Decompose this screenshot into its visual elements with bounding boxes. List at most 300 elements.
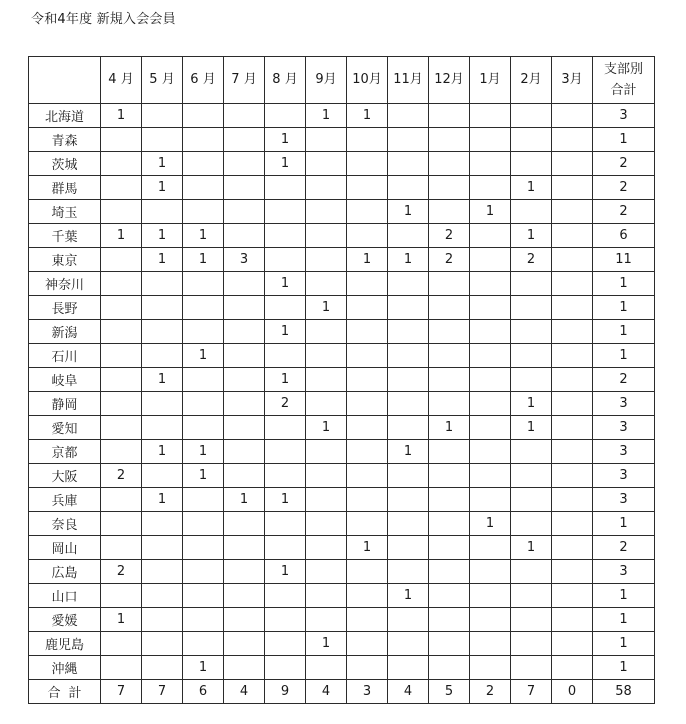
prefecture-cell: 静岡: [29, 392, 101, 416]
month-cell: [552, 368, 593, 392]
branch-total-cell: 2: [593, 176, 655, 200]
sum-label: 合計: [29, 680, 101, 704]
month-cell: [511, 464, 552, 488]
month-cell: [552, 464, 593, 488]
month-cell: 1: [265, 560, 306, 584]
month-cell: [224, 176, 265, 200]
month-cell: 1: [142, 176, 183, 200]
month-cell: [265, 656, 306, 680]
month-cell: 1: [142, 368, 183, 392]
month-cell: [101, 440, 142, 464]
month-cell: [552, 632, 593, 656]
prefecture-cell: 大阪: [29, 464, 101, 488]
grand-total: 58: [593, 680, 655, 704]
month-cell: [183, 104, 224, 128]
month-cell: [470, 416, 511, 440]
month-cell: [224, 104, 265, 128]
month-cell: [388, 368, 429, 392]
table-row: [29, 632, 655, 656]
sum-cell: 4: [388, 680, 429, 704]
table-row: [29, 224, 655, 248]
branch-total-cell: 11: [593, 248, 655, 272]
month-cell: [470, 392, 511, 416]
month-cell: [142, 344, 183, 368]
month-cell: [306, 488, 347, 512]
month-cell: [429, 272, 470, 296]
month-cell: 1: [388, 248, 429, 272]
prefecture-cell: 奈良: [29, 512, 101, 536]
prefecture-cell: 石川: [29, 344, 101, 368]
month-cell: 1: [183, 248, 224, 272]
month-cell: [224, 392, 265, 416]
month-cell: [388, 560, 429, 584]
branch-total-cell: 2: [593, 200, 655, 224]
table-row: [29, 128, 655, 152]
month-cell: [470, 368, 511, 392]
month-cell: [429, 608, 470, 632]
month-cell: [306, 368, 347, 392]
month-cell: [388, 392, 429, 416]
month-cell: [511, 104, 552, 128]
month-cell: [224, 656, 265, 680]
month-cell: [429, 128, 470, 152]
month-cell: [429, 104, 470, 128]
month-cell: [224, 632, 265, 656]
month-cell: 1: [306, 632, 347, 656]
month-cell: [511, 152, 552, 176]
table-row: [29, 536, 655, 560]
month-cell: 1: [183, 440, 224, 464]
branch-total-cell: 2: [593, 152, 655, 176]
prefecture-cell: 北海道: [29, 104, 101, 128]
month-cell: 1: [265, 152, 306, 176]
month-cell: [511, 608, 552, 632]
header-row: [29, 57, 655, 104]
table-row: [29, 272, 655, 296]
header-branch-total-line1: 支部別: [603, 62, 643, 77]
month-cell: [552, 440, 593, 464]
month-cell: [552, 416, 593, 440]
month-cell: [101, 320, 142, 344]
table-row: [29, 608, 655, 632]
table-row: [29, 104, 655, 128]
month-cell: 1: [388, 584, 429, 608]
month-cell: [265, 248, 306, 272]
month-cell: [224, 320, 265, 344]
table-row: [29, 416, 655, 440]
month-cell: [142, 416, 183, 440]
sum-cell: 2: [470, 680, 511, 704]
month-cell: [142, 512, 183, 536]
month-cell: [552, 344, 593, 368]
month-cell: [306, 248, 347, 272]
month-cell: [306, 392, 347, 416]
month-cell: 1: [511, 536, 552, 560]
month-cell: [306, 608, 347, 632]
month-cell: [388, 488, 429, 512]
prefecture-cell: 新潟: [29, 320, 101, 344]
sum-cell: 7: [101, 680, 142, 704]
month-cell: [552, 152, 593, 176]
month-cell: [142, 608, 183, 632]
month-cell: [183, 392, 224, 416]
month-cell: [101, 200, 142, 224]
month-cell: [224, 512, 265, 536]
month-cell: [265, 176, 306, 200]
prefecture-cell: 群馬: [29, 176, 101, 200]
table-row: [29, 512, 655, 536]
month-cell: [552, 296, 593, 320]
month-cell: [470, 632, 511, 656]
header-month: 2月: [511, 57, 552, 104]
header-month: 5 月: [142, 57, 183, 104]
month-cell: [511, 560, 552, 584]
month-cell: [470, 176, 511, 200]
month-cell: 1: [101, 104, 142, 128]
header-month: 3月: [552, 57, 593, 104]
month-cell: [142, 584, 183, 608]
month-cell: [470, 320, 511, 344]
month-cell: [388, 464, 429, 488]
month-cell: 2: [429, 224, 470, 248]
month-cell: 1: [511, 392, 552, 416]
month-cell: [552, 320, 593, 344]
month-cell: [306, 272, 347, 296]
prefecture-cell: 東京: [29, 248, 101, 272]
month-cell: [142, 656, 183, 680]
month-cell: 1: [101, 608, 142, 632]
month-cell: [265, 536, 306, 560]
month-cell: [183, 416, 224, 440]
month-cell: [429, 488, 470, 512]
month-cell: 1: [388, 200, 429, 224]
month-cell: 1: [388, 440, 429, 464]
table-row: [29, 176, 655, 200]
prefecture-cell: 埼玉: [29, 200, 101, 224]
month-cell: [470, 296, 511, 320]
sum-cell: 3: [347, 680, 388, 704]
month-cell: [142, 320, 183, 344]
month-cell: [142, 464, 183, 488]
month-cell: [183, 536, 224, 560]
month-cell: [470, 488, 511, 512]
month-cell: 1: [470, 200, 511, 224]
month-cell: [347, 608, 388, 632]
sum-cell: 9: [265, 680, 306, 704]
prefecture-cell: 広島: [29, 560, 101, 584]
month-cell: [347, 128, 388, 152]
month-cell: [388, 272, 429, 296]
month-cell: [265, 224, 306, 248]
month-cell: [224, 584, 265, 608]
month-cell: [388, 536, 429, 560]
month-cell: [142, 560, 183, 584]
month-cell: [183, 512, 224, 536]
month-cell: [347, 584, 388, 608]
month-cell: [306, 128, 347, 152]
month-cell: [265, 584, 306, 608]
month-cell: [347, 344, 388, 368]
month-cell: [470, 656, 511, 680]
month-cell: [306, 512, 347, 536]
page-title: 令和4年度 新規入会会員: [31, 12, 176, 27]
month-cell: [183, 272, 224, 296]
month-cell: [142, 128, 183, 152]
month-cell: 1: [306, 296, 347, 320]
branch-total-cell: 1: [593, 584, 655, 608]
table-row: [29, 152, 655, 176]
header-month: 6 月: [183, 57, 224, 104]
sum-cell: 4: [306, 680, 347, 704]
month-cell: 1: [347, 104, 388, 128]
header-month: 8 月: [265, 57, 306, 104]
month-cell: 1: [511, 224, 552, 248]
prefecture-cell: 愛媛: [29, 608, 101, 632]
month-cell: [265, 512, 306, 536]
month-cell: [224, 440, 265, 464]
prefecture-cell: 岐阜: [29, 368, 101, 392]
month-cell: 1: [183, 656, 224, 680]
month-cell: [429, 200, 470, 224]
month-cell: [429, 320, 470, 344]
branch-total-cell: 3: [593, 440, 655, 464]
branch-total-cell: 1: [593, 512, 655, 536]
month-cell: 3: [224, 248, 265, 272]
membership-table: [28, 56, 655, 704]
month-cell: [183, 152, 224, 176]
month-cell: [142, 632, 183, 656]
month-cell: 1: [429, 416, 470, 440]
branch-total-cell: 1: [593, 608, 655, 632]
month-cell: 1: [142, 224, 183, 248]
month-cell: [224, 560, 265, 584]
month-cell: 1: [183, 224, 224, 248]
month-cell: [306, 200, 347, 224]
month-cell: [511, 368, 552, 392]
branch-total-cell: 1: [593, 296, 655, 320]
month-cell: [552, 272, 593, 296]
month-cell: [429, 512, 470, 536]
month-cell: [347, 176, 388, 200]
month-cell: [101, 368, 142, 392]
month-cell: [470, 248, 511, 272]
branch-total-cell: 3: [593, 104, 655, 128]
table-row: [29, 440, 655, 464]
month-cell: [101, 488, 142, 512]
month-cell: [347, 392, 388, 416]
month-cell: [306, 152, 347, 176]
table-row: [29, 368, 655, 392]
sum-cell: 5: [429, 680, 470, 704]
month-cell: [470, 464, 511, 488]
month-cell: [265, 440, 306, 464]
month-cell: [552, 392, 593, 416]
month-cell: 1: [142, 152, 183, 176]
month-cell: [142, 200, 183, 224]
prefecture-cell: 長野: [29, 296, 101, 320]
month-cell: 1: [470, 512, 511, 536]
month-cell: [429, 560, 470, 584]
month-cell: [511, 296, 552, 320]
header-month: 4 月: [101, 57, 142, 104]
month-cell: [470, 104, 511, 128]
month-cell: [224, 464, 265, 488]
month-cell: [429, 392, 470, 416]
month-cell: [347, 272, 388, 296]
month-cell: [347, 560, 388, 584]
month-cell: [265, 296, 306, 320]
month-cell: [101, 392, 142, 416]
month-cell: [388, 656, 429, 680]
prefecture-cell: 沖縄: [29, 656, 101, 680]
table-row: [29, 656, 655, 680]
month-cell: [511, 320, 552, 344]
month-cell: [347, 632, 388, 656]
branch-total-cell: 3: [593, 560, 655, 584]
month-cell: [347, 320, 388, 344]
table-row: [29, 248, 655, 272]
month-cell: [552, 536, 593, 560]
month-cell: 1: [265, 320, 306, 344]
month-cell: [101, 416, 142, 440]
month-cell: 2: [101, 464, 142, 488]
month-cell: [470, 560, 511, 584]
month-cell: [142, 392, 183, 416]
month-cell: 2: [101, 560, 142, 584]
branch-total-cell: 1: [593, 656, 655, 680]
month-cell: [224, 416, 265, 440]
month-cell: 1: [511, 416, 552, 440]
month-cell: [224, 224, 265, 248]
header-month: 9月: [306, 57, 347, 104]
month-cell: [183, 608, 224, 632]
table-row: [29, 344, 655, 368]
month-cell: [183, 488, 224, 512]
header-branch-total: [593, 57, 655, 104]
month-cell: [552, 176, 593, 200]
month-cell: [347, 512, 388, 536]
month-cell: [224, 536, 265, 560]
table-header: [29, 57, 655, 104]
branch-total-cell: 6: [593, 224, 655, 248]
month-cell: [429, 632, 470, 656]
prefecture-cell: 山口: [29, 584, 101, 608]
month-cell: [429, 584, 470, 608]
month-cell: [388, 416, 429, 440]
month-cell: [552, 512, 593, 536]
table-row: [29, 488, 655, 512]
branch-total-cell: 1: [593, 128, 655, 152]
month-cell: [429, 536, 470, 560]
month-cell: [306, 176, 347, 200]
month-cell: 2: [429, 248, 470, 272]
month-cell: [306, 224, 347, 248]
month-cell: [183, 368, 224, 392]
sum-cell: 7: [142, 680, 183, 704]
branch-total-cell: 3: [593, 392, 655, 416]
month-cell: [101, 344, 142, 368]
branch-total-cell: 3: [593, 464, 655, 488]
month-cell: [388, 296, 429, 320]
month-cell: 2: [265, 392, 306, 416]
month-cell: 1: [265, 488, 306, 512]
month-cell: [552, 128, 593, 152]
branch-total-cell: 3: [593, 416, 655, 440]
month-cell: 1: [142, 440, 183, 464]
month-cell: [552, 200, 593, 224]
month-cell: [470, 128, 511, 152]
month-cell: [511, 344, 552, 368]
header-prefecture: [29, 57, 101, 104]
month-cell: [470, 224, 511, 248]
month-cell: [552, 584, 593, 608]
month-cell: [306, 536, 347, 560]
month-cell: [470, 536, 511, 560]
month-cell: [388, 224, 429, 248]
month-cell: [511, 272, 552, 296]
month-cell: 1: [183, 344, 224, 368]
month-cell: [101, 128, 142, 152]
month-cell: [101, 536, 142, 560]
prefecture-cell: 京都: [29, 440, 101, 464]
month-cell: [101, 248, 142, 272]
month-cell: [511, 584, 552, 608]
month-cell: 2: [511, 248, 552, 272]
month-cell: [183, 560, 224, 584]
table-row: [29, 584, 655, 608]
month-cell: [265, 104, 306, 128]
month-cell: [388, 176, 429, 200]
month-cell: [306, 656, 347, 680]
branch-total-cell: 1: [593, 632, 655, 656]
month-cell: [388, 632, 429, 656]
month-cell: 1: [306, 104, 347, 128]
month-cell: [183, 584, 224, 608]
sum-row: [29, 680, 655, 704]
month-cell: [511, 632, 552, 656]
month-cell: [265, 344, 306, 368]
month-cell: [552, 560, 593, 584]
month-cell: 1: [224, 488, 265, 512]
month-cell: [552, 656, 593, 680]
month-cell: [388, 512, 429, 536]
sum-cell: 7: [511, 680, 552, 704]
month-cell: [347, 440, 388, 464]
table-row: [29, 560, 655, 584]
month-cell: 1: [142, 488, 183, 512]
month-cell: [265, 416, 306, 440]
month-cell: [183, 128, 224, 152]
month-cell: [470, 584, 511, 608]
month-cell: [224, 368, 265, 392]
month-cell: 1: [183, 464, 224, 488]
month-cell: [183, 296, 224, 320]
branch-total-cell: 3: [593, 488, 655, 512]
month-cell: [470, 440, 511, 464]
month-cell: [183, 320, 224, 344]
month-cell: [101, 296, 142, 320]
month-cell: [142, 272, 183, 296]
month-cell: [388, 344, 429, 368]
month-cell: [552, 488, 593, 512]
month-cell: [347, 656, 388, 680]
month-cell: [347, 416, 388, 440]
month-cell: [101, 152, 142, 176]
table-row: [29, 320, 655, 344]
month-cell: [388, 320, 429, 344]
month-cell: [224, 344, 265, 368]
month-cell: [429, 176, 470, 200]
